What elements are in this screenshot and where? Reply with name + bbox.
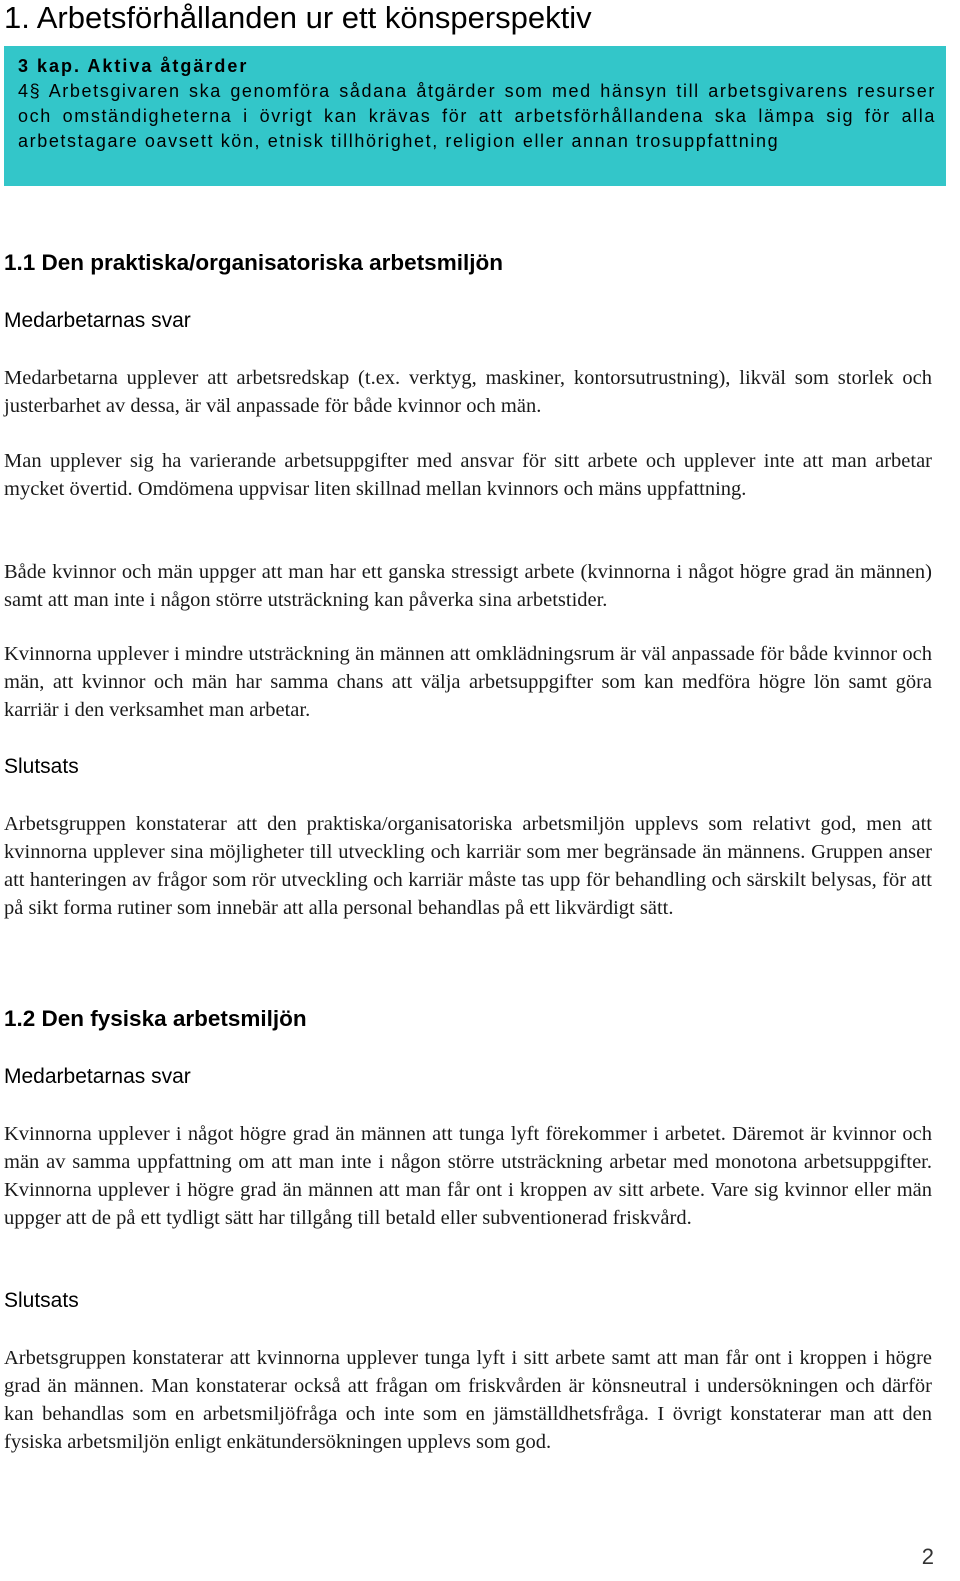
conclusion-paragraph-1: Arbetsgruppen konstaterar att den praktiska/organisatoriska arbetsmiljön upplevs som relativt god, men att kvinnorna upplever sina möjligheter till utveckling och karriär som mer begränsade än männens. Gruppen anser att hanteringen av frågor som rör utveckling och karriär måste tas upp för behandling och särskilt belysas, för att på sikt forma rutiner som innebär att alla personal behandlas på ett likvärdigt sätt. (4, 813, 932, 919)
section-heading-1-2: 1.2 Den fysiska arbetsmiljön (4, 1006, 307, 1031)
law-box-title: 3 kap. Aktiva åtgärder (18, 56, 249, 76)
subheading-answers-1: Medarbetarnas svar (4, 309, 191, 332)
subheading-conclusion-1: Slutsats (4, 755, 79, 778)
subheading-answers-2: Medarbetarnas svar (4, 1065, 191, 1088)
page-number: 2 (921, 1544, 934, 1569)
paragraph: Kvinnorna upplever i mindre utsträckning än männen att omklädningsrum är väl anpassade för både kvinnor och män, att kvinnor och män har samma chans att välja arbetsuppgifter som kan medföra högre lön samt göra karriär i den verksamhet man arbetar. (4, 643, 932, 721)
paragraph: Kvinnorna upplever i något högre grad än männen att tunga lyft förekommer i arbetet. Däremot är kvinnor och män av samma uppfattning om att man inte i någon större utsträckning arbetar med monotona arbetsuppgifter. Kvinnorna upplever i högre grad än männen att man får ont i kroppen av sitt arbete. Vare sig kvinnor eller män uppger att de på ett tydligt sätt har tillgång till betald eller subventionerad friskvård. (4, 1123, 932, 1229)
law-quote-box (4, 46, 946, 186)
paragraph: Både kvinnor och män uppger att man har ett ganska stressigt arbete (kvinnorna i något högre grad än männen) samt att man inte i någon större utsträckning kan påverka sina arbetstider. (4, 561, 932, 611)
paragraph: Medarbetarna upplever att arbetsredskap (t.ex. verktyg, maskiner, kontorsutrustning), likväl som storlek och justerbarhet av dessa, är väl anpassade för både kvinnor och män. (4, 367, 932, 417)
law-box-text: 4§ Arbetsgivaren ska genomföra sådana åtgärder som med hänsyn till arbetsgivarens resurser och omständigheterna i övrigt kan krävas för att arbetsförhållandena ska lämpa sig för alla arbetstagare oavsett kön, etnisk tillhörighet, religion eller annan trosuppfattning (18, 81, 936, 151)
subheading-conclusion-2: Slutsats (4, 1289, 79, 1312)
section-heading-1-1: 1.1 Den praktiska/organisatoriska arbetsmiljön (4, 250, 503, 275)
paragraph: Man upplever sig ha varierande arbetsuppgifter med ansvar för sitt arbete och upplever inte att man arbetar mycket övertid. Omdömena uppvisar liten skillnad mellan kvinnors och mäns uppfattning. (4, 450, 932, 500)
chapter-heading: 1. Arbetsförhållanden ur ett könsperspektiv (4, 0, 592, 35)
conclusion-paragraph-2: Arbetsgruppen konstaterar att kvinnorna upplever tunga lyft i sitt arbete samt att man får ont i kroppen i högre grad än männen. Man konstaterar också att frågan om friskvården är könsneutral i undersökningen och därför kan behandlas som en arbetsmiljöfråga och inte som en jämställdhetsfråga. I övrigt konstaterar man att den fysiska arbetsmiljön enligt enkätundersökningen upplevs som god. (4, 1347, 932, 1453)
